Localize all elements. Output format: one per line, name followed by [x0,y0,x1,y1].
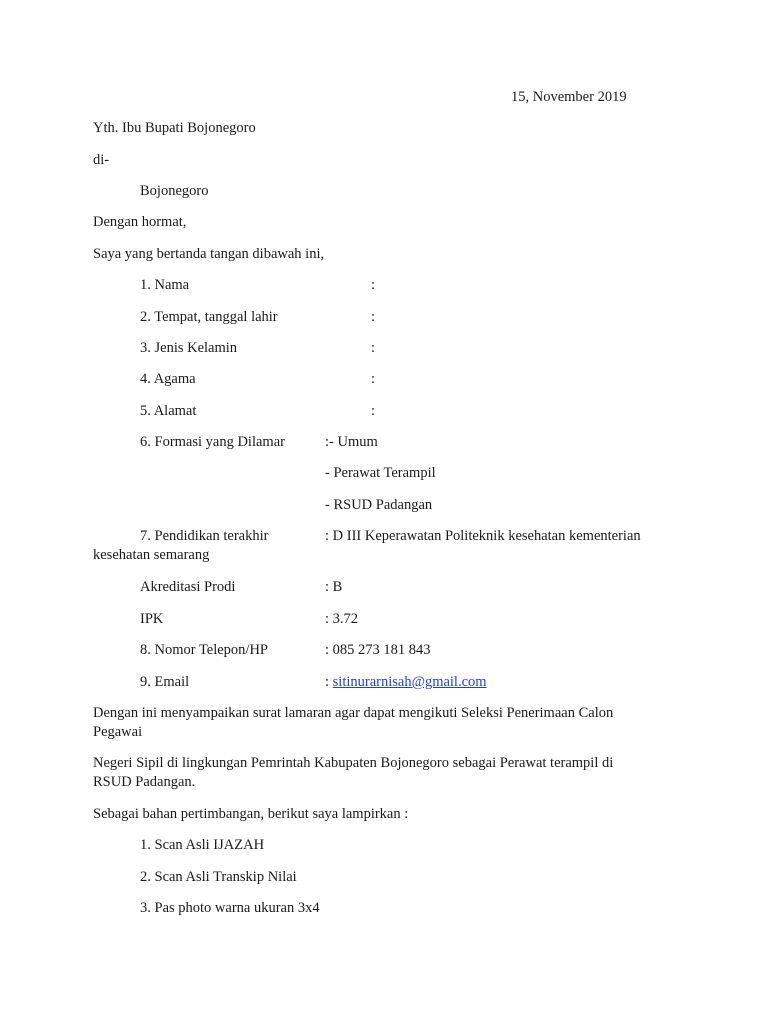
paragraph-2-line-1: Negeri Sipil di lingkungan Pemrintah Kabupaten Bojonegoro sebagai Perawat terampil di [93,755,614,771]
field-value-akreditasi: : B [325,579,343,595]
field-label-agama: 4. Agama [140,371,196,387]
paragraph-2-line-2: RSUD Padangan. [93,774,196,790]
field-sep-jenis-kelamin: : [371,340,376,356]
field-value-ipk: : 3.72 [325,611,359,627]
paragraph-1-line-2: Pegawai [93,724,143,740]
greeting: Dengan hormat, [93,214,187,230]
field-value-formasi-3: - RSUD Padangan [325,497,433,513]
field-value-email [325,673,487,692]
field-sep-nama: : [371,277,376,293]
field-sep-email: : [325,674,333,690]
field-sep-alamat: : [371,403,376,419]
addressee-city: Bojonegoro [140,183,209,199]
field-value-telepon: : 085 273 181 843 [325,642,431,658]
field-label-formasi: 6. Formasi yang Dilamar [140,434,285,450]
field-value-pendidikan: : D III Keperawatan Politeknik kesehatan kementerian [325,528,641,544]
field-label-email: 9. Email [140,674,190,690]
field-label-ttl: 2. Tempat, tanggal lahir [140,309,278,325]
attachment-item: 2. Scan Asli Transkip Nilai [140,869,297,885]
field-value-formasi-2: - Perawat Terampil [325,465,436,481]
addressee-line-1: Yth. Ibu Bupati Bojonegoro [93,120,256,136]
field-label-pendidikan: 7. Pendidikan terakhir [140,528,269,544]
field-value-pendidikan-continued: kesehatan semarang [93,547,210,563]
field-label-alamat: 5. Alamat [140,403,197,419]
field-sep-agama: : [371,371,376,387]
email-link[interactable]: sitinurarnisah@gmail.com [332,674,487,690]
field-label-telepon: 8. Nomor Telepon/HP [140,642,269,658]
field-sep-ttl: : [371,309,376,325]
field-label-nama: 1. Nama [140,277,190,293]
field-label-ipk: IPK [140,611,164,627]
intro-text: Saya yang bertanda tangan dibawah ini, [93,246,325,262]
field-value-formasi-1: :- Umum [325,434,378,450]
letter-date: 15, November 2019 [511,89,627,105]
paragraph-1-line-1: Dengan ini menyampaikan surat lamaran agar dapat mengikuti Seleksi Penerimaan Calon [93,705,614,721]
attachment-item: 1. Scan Asli IJAZAH [140,837,265,853]
field-label-akreditasi: Akreditasi Prodi [140,579,236,595]
field-label-jenis-kelamin: 3. Jenis Kelamin [140,340,238,356]
attachment-item: 3. Pas photo warna ukuran 3x4 [140,900,320,916]
attachments-intro: Sebagai bahan pertimbangan, berikut saya lampirkan : [93,806,409,822]
addressee-line-2: di- [93,152,110,168]
